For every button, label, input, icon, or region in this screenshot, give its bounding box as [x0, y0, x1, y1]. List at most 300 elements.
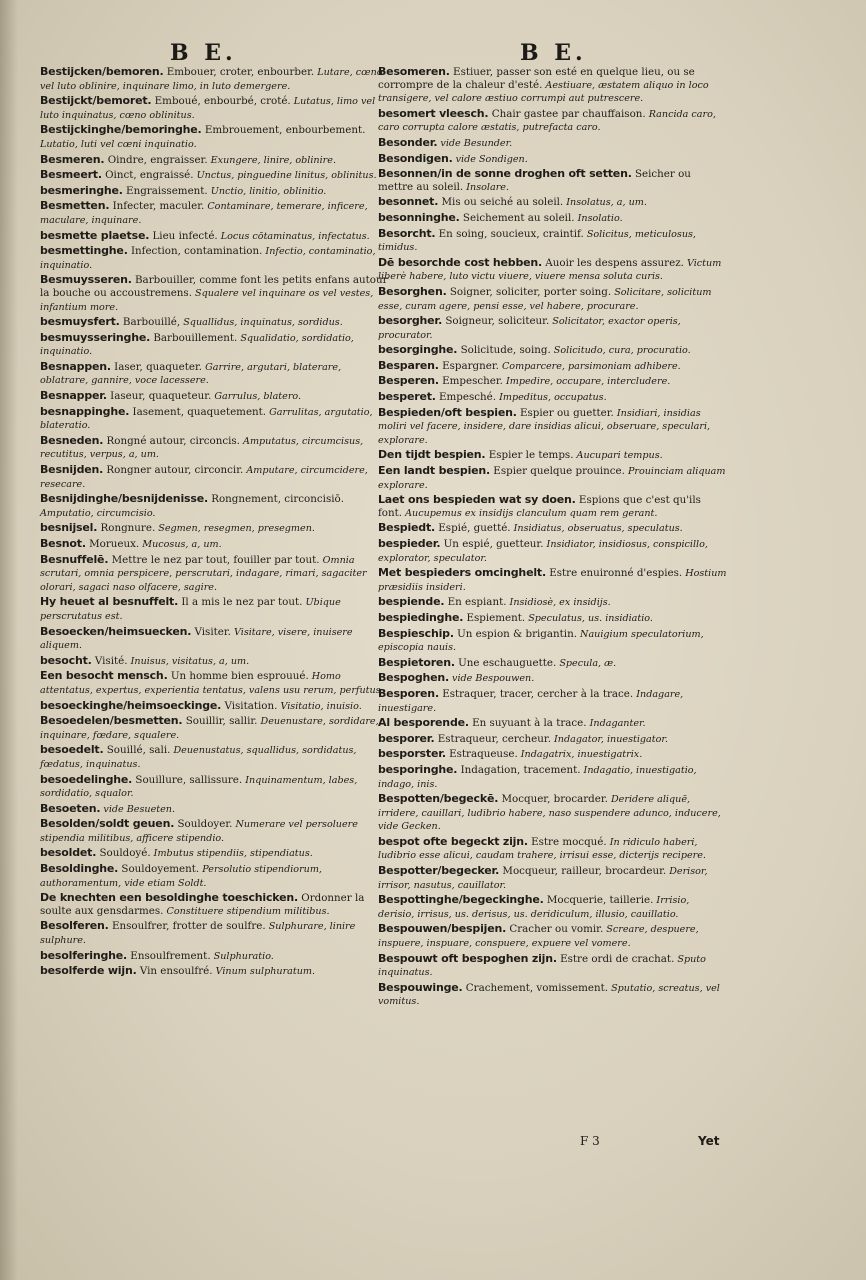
headword: Besondigen.	[378, 151, 453, 165]
latin-gloss: Sulphurare, linire sulphure.	[40, 921, 356, 947]
headword: besperet.	[378, 390, 436, 404]
french-gloss: Oinct, engraissé.	[101, 169, 194, 182]
dictionary-entry	[378, 538, 728, 565]
latin-gloss: Indagator, inuestigator.	[550, 733, 668, 745]
headword: besoeckinghe/heimsoeckinge.	[40, 698, 222, 712]
french-gloss: Soigneur, soliciteur.	[442, 315, 550, 328]
headword: Besoecken/heimsuecken.	[40, 624, 192, 638]
dictionary-entry	[378, 391, 728, 405]
headword: Besonnen/in de sonne droghen oft setten.	[378, 167, 632, 181]
french-gloss: Indagation, tracement.	[457, 763, 581, 776]
french-gloss: Une eschauguette.	[454, 656, 557, 669]
latin-gloss: Victum liberè habere, luto victu viuere, viuere mensa soluta curis.	[378, 257, 722, 283]
headword: Bestijckinghe/bemoringhe.	[40, 123, 202, 137]
headword: besorginghe.	[378, 343, 458, 357]
latin-gloss: Vinum sulphuratum.	[212, 966, 316, 978]
latin-gloss: Mucosus, a, um.	[139, 539, 222, 550]
dictionary-entry	[378, 196, 728, 210]
french-gloss: Ensoulfrer, frotter de soulfre.	[108, 920, 266, 933]
headword: bespot ofte begeckt zijn.	[378, 834, 528, 848]
dictionary-entry	[378, 344, 728, 358]
french-gloss: Souldoyé.	[96, 847, 151, 860]
dictionary-entry	[378, 360, 728, 374]
dictionary-entry	[40, 464, 390, 491]
latin-gloss: Locus cōtaminatus, infectatus.	[217, 230, 370, 242]
french-gloss: Rongnure.	[97, 522, 156, 535]
latin-gloss: Nauigium speculatorium, episcopia nauis.	[378, 628, 704, 654]
headword: Den tijdt bespien.	[378, 448, 486, 462]
headword: besmuysseringhe.	[40, 330, 151, 344]
headword: Besoeten.	[40, 801, 101, 815]
headword: Besmeren.	[40, 152, 105, 166]
dictionary-entry	[378, 315, 728, 342]
dictionary-entry	[40, 744, 390, 771]
french-gloss: Visitation.	[221, 699, 278, 712]
headword: Besneden.	[40, 433, 104, 447]
dictionary-entry	[40, 554, 390, 595]
latin-gloss: Garrulitas, argutatio, blateratio.	[40, 406, 373, 432]
french-gloss: Estre mocqué.	[527, 835, 607, 848]
french-gloss: Souillure, sallissure.	[132, 773, 243, 786]
headword: Een besocht mensch.	[40, 669, 168, 683]
dictionary-entry	[378, 228, 728, 255]
dictionary-entry	[378, 717, 728, 731]
french-gloss: Visiter.	[191, 625, 231, 638]
latin-gloss: Sputatio, screatus, vel vomitus.	[378, 982, 720, 1008]
headword: besporer.	[378, 731, 435, 745]
headword: Bespieden/oft bespien.	[378, 405, 517, 419]
headword: Bespotten/begeckē.	[378, 792, 499, 806]
dictionary-entry	[378, 748, 728, 762]
right-column	[378, 66, 728, 1011]
dictionary-entry	[40, 185, 390, 199]
binding-shadow	[0, 0, 18, 1280]
dictionary-entry	[40, 920, 390, 947]
french-gloss: Rongné autour, circoncis.	[103, 434, 240, 447]
headword: Bespieschip.	[378, 626, 454, 640]
french-gloss: Estraquer, tracer, cercher à la trace.	[438, 687, 634, 700]
headword: Besoedelen/besmetten.	[40, 714, 183, 728]
dictionary-entry	[378, 672, 728, 686]
french-gloss: Souillir, sallir.	[182, 715, 258, 728]
french-gloss: Estiuer, passer son esté en quelque lieu, ou se corrompre de la chaleur d'esté.	[378, 66, 695, 91]
french-gloss: Iaseur, quaqueteur.	[106, 390, 212, 403]
catchword: Yet	[698, 1134, 720, 1148]
dictionary-entry	[40, 245, 390, 272]
latin-gloss: vide Sondigen.	[452, 153, 528, 165]
french-gloss: Crachement, vomissement.	[462, 981, 609, 994]
latin-gloss: Indagare, inuestigare.	[378, 688, 684, 714]
dictionary-entry	[40, 390, 390, 404]
latin-gloss: Squalidatio, sordidatio, inquinatio.	[40, 332, 354, 358]
dictionary-entry	[40, 818, 390, 845]
headword: Besorcht.	[378, 226, 436, 240]
french-gloss: Mocquerie, taillerie.	[543, 894, 654, 907]
latin-gloss: Lutatio, luti vel cœni inquinatio.	[40, 138, 197, 150]
dictionary-entry	[378, 982, 728, 1009]
french-gloss: Espié, guetté.	[435, 522, 511, 535]
dictionary-entry	[40, 169, 390, 183]
latin-gloss: Lutare, cœno vel luto oblinire, inquinare limo, in luto demergere.	[40, 67, 383, 92]
headword: Besoldinghe.	[40, 862, 119, 876]
dictionary-entry	[40, 406, 390, 433]
french-gloss: Lieu infecté.	[149, 229, 218, 242]
french-gloss: Espions que c'est qu'ils font.	[378, 494, 701, 519]
headword: besolferde wijn.	[40, 964, 137, 978]
latin-gloss: Insidiatus, obseruatus, speculatus.	[510, 523, 683, 535]
french-gloss: Mis ou seiché au soleil.	[438, 196, 564, 209]
french-gloss: Iasement, quaquetement.	[129, 405, 267, 418]
french-gloss: Estre ordi de crachat.	[556, 952, 675, 965]
headword: bespiende.	[378, 595, 445, 609]
latin-gloss: Solicitudo, cura, procuratio.	[550, 345, 691, 357]
headword: Bespiedt.	[378, 521, 436, 535]
dictionary-entry	[378, 286, 728, 313]
headword: besporinghe.	[378, 762, 458, 776]
headword: Een landt bespien.	[378, 464, 491, 478]
latin-gloss: Imbutus stipendiis, stipendiatus.	[150, 848, 313, 860]
french-gloss: En soing, soucieux, craintif.	[435, 227, 584, 240]
headword: Besmuysseren.	[40, 273, 132, 287]
headword: Besmetten.	[40, 199, 110, 213]
headword: Dē besorchde cost hebben.	[378, 255, 543, 269]
dictionary-entry	[40, 655, 390, 669]
dictionary-entry	[378, 212, 728, 226]
latin-gloss: Amputare, circumcidere, resecare.	[40, 465, 368, 490]
headword: besmeringhe.	[40, 183, 123, 197]
headword: besomert vleesch.	[378, 106, 489, 120]
french-gloss: Empescher.	[438, 375, 503, 388]
latin-gloss: Derisor, irrisor, nasutus, cauillator.	[378, 866, 708, 891]
dictionary-entry	[40, 66, 390, 93]
latin-gloss: Aucupari tempus.	[573, 450, 663, 462]
latin-gloss: Constituere stipendium militibus.	[163, 905, 330, 917]
latin-gloss: Amputatus, circumcisus, recutitus, verpus, a, um.	[40, 435, 364, 461]
french-gloss: Seichement au soleil.	[459, 211, 575, 224]
dictionary-entry	[378, 764, 728, 791]
french-gloss: Barbouillement.	[150, 331, 238, 344]
dictionary-entry	[378, 108, 728, 135]
dictionary-entry	[378, 628, 728, 655]
french-gloss: Espier le temps.	[485, 449, 574, 462]
latin-gloss: Unctio, linitio, oblinitio.	[207, 185, 327, 197]
signature-mark: F 3	[580, 1134, 600, 1148]
headword: Bespouwinge.	[378, 980, 463, 994]
french-gloss: Oindre, engraisser.	[104, 153, 208, 166]
dictionary-entry	[378, 494, 728, 520]
dictionary-entry	[40, 435, 390, 462]
headword: besnappinghe.	[40, 404, 130, 418]
dictionary-entry	[40, 626, 390, 653]
dictionary-entry	[40, 124, 390, 151]
french-gloss: Infection, contamination.	[127, 245, 263, 258]
headword: Besporen.	[378, 686, 439, 700]
dictionary-entry	[378, 522, 728, 536]
latin-gloss: Exungere, linire, oblinire.	[207, 154, 336, 166]
french-gloss: Mocquer, brocarder.	[498, 793, 608, 806]
headword: Bestijckt/bemoret.	[40, 94, 152, 108]
latin-gloss: Squallidus, inquinatus, sordidus.	[180, 317, 343, 329]
french-gloss: Espiement.	[463, 611, 526, 624]
headword: besmette plaetse.	[40, 228, 150, 242]
dictionary-entry	[40, 361, 390, 388]
dictionary-entry	[378, 66, 728, 106]
french-gloss: Embouer, croter, enbourber.	[163, 66, 315, 78]
headword: Besnapper.	[40, 389, 107, 403]
latin-gloss: Inuisus, visitatus, a, um.	[127, 655, 250, 667]
latin-gloss: Solicitus, meticulosus, timidus.	[378, 228, 696, 254]
running-head-left: B E.	[170, 40, 237, 66]
latin-gloss: Inquinamentum, labes, sordidatio, squalor.	[40, 774, 358, 800]
french-gloss: Estre enuironné d'espies.	[545, 567, 683, 580]
dictionary-entry	[378, 894, 728, 921]
headword: Besperen.	[378, 374, 439, 388]
french-gloss: Ensoulfrement.	[127, 949, 211, 962]
latin-gloss: Deridere aliquē, irridere, cauillari, ludibrio habere, naso suspendere adunco, inducere, vide Gecken.	[378, 794, 721, 833]
dictionary-entry	[378, 257, 728, 284]
dictionary-entry	[40, 538, 390, 552]
french-gloss: Chair gastee par chauffaison.	[488, 107, 646, 120]
latin-gloss: vide Besunder.	[437, 137, 513, 149]
headword: Bespouwen/bespijen.	[378, 922, 507, 936]
latin-gloss: Solicitator, exactor operis, procurator.	[378, 316, 681, 341]
latin-gloss: Impeditus, occupatus.	[496, 392, 607, 404]
latin-gloss: Unctus, pinguedine linitus, oblinitus.	[193, 170, 377, 182]
latin-gloss: In ridiculo haberi, ludibrio esse alicui, caudam trahere, irrisui esse, dicterijs recipere.	[378, 836, 706, 862]
dictionary-entry	[40, 596, 390, 623]
headword: Bespoghen.	[378, 671, 449, 685]
french-gloss: Souldoyement.	[118, 863, 200, 876]
french-gloss: Un espion & brigantin.	[453, 627, 577, 640]
dictionary-entry	[40, 522, 390, 536]
latin-gloss: Homo attentatus, expertus, experientia tentatus, valens usu rerum, perfutus.	[40, 671, 384, 696]
latin-gloss: Aestiuare, æstatem aliquo in loco transigere, vel calore æstiuo corrumpi aut putrescere.	[378, 79, 709, 105]
headword: besoedelt.	[40, 743, 104, 757]
french-gloss: Embrouement, enbourbement.	[201, 124, 366, 137]
latin-gloss: Lutatus, limo vel luto inquinatus, cœno oblinitus.	[40, 96, 376, 121]
french-gloss: Il a mis le nez par tout.	[178, 596, 303, 609]
latin-gloss: Insidiari, insidias moliri vel facere, insidere, dare insidias alicui, obseruare, speculari, explorare.	[378, 407, 711, 446]
dictionary-entry	[40, 847, 390, 861]
running-head-right: B E.	[520, 40, 587, 66]
latin-gloss: Visitatio, inuisio.	[277, 700, 362, 712]
latin-gloss: Infectio, contaminatio, inquinatio.	[40, 246, 376, 271]
latin-gloss: Ubique perscrutatus est.	[40, 597, 341, 622]
french-gloss: Rongner autour, circoncir.	[103, 464, 244, 477]
dictionary-entry	[40, 316, 390, 330]
dictionary-entry	[378, 865, 728, 892]
headword: De knechten een besoldinghe toeschicken.	[40, 891, 298, 905]
latin-gloss: Hostium præsidiis insideri.	[378, 568, 727, 593]
latin-gloss: Sulphuratio.	[210, 950, 274, 962]
latin-gloss: Comparcere, parsimoniam adhibere.	[498, 360, 681, 372]
dictionary-entry	[40, 774, 390, 801]
latin-gloss: Deuenustatus, squallidus, sordidatus, fœdatus, inquinatus.	[40, 745, 357, 770]
dictionary-entry	[378, 465, 728, 492]
latin-gloss: Specula, æ.	[556, 657, 617, 669]
headword: Bespietoren.	[378, 655, 455, 669]
french-gloss: En suyuant à la trace.	[468, 717, 587, 730]
latin-gloss: Insidiosè, ex insidijs.	[506, 597, 611, 609]
headword: besorgher.	[378, 314, 443, 328]
latin-gloss: Garrulus, blatero.	[211, 391, 302, 403]
french-gloss: Un espié, guetteur.	[440, 538, 544, 550]
headword: Besnijden.	[40, 463, 104, 477]
latin-gloss: Indagatio, inuestigatio, indago, inis.	[378, 764, 697, 790]
headword: Besonder.	[378, 135, 438, 149]
headword: besporster.	[378, 747, 446, 761]
dictionary-entry	[40, 715, 390, 742]
headword: Bespotter/begecker.	[378, 864, 500, 878]
headword: Besolferen.	[40, 919, 109, 933]
latin-gloss: Insolare.	[463, 181, 510, 193]
headword: Besorghen.	[378, 284, 447, 298]
dictionary-entry	[40, 154, 390, 168]
headword: Besmeert.	[40, 168, 102, 182]
french-gloss: Ordonner la soulte aux gensdarmes.	[40, 892, 365, 917]
dictionary-entry	[378, 923, 728, 950]
dictionary-entry	[40, 892, 390, 918]
left-column	[40, 66, 390, 981]
french-gloss: Espargner.	[438, 359, 499, 372]
dictionary-entry	[40, 274, 390, 314]
dictionary-entry	[40, 965, 390, 979]
latin-gloss: Speculatus, us. insidiatio.	[525, 612, 653, 624]
latin-gloss: Solicitare, solicitum esse, curam agere, pensi esse, vel habere, procurare.	[378, 286, 712, 312]
latin-gloss: Impedire, occupare, intercludere.	[502, 376, 671, 388]
dictionary-entry	[378, 953, 728, 980]
latin-gloss: Squalere vel inquinare os vel vestes, infantium more.	[40, 287, 374, 313]
headword: besolferinghe.	[40, 948, 128, 962]
headword: Besnappen.	[40, 359, 111, 373]
latin-gloss: Screare, despuere, inspuere, inspuare, conspuere, expuere vel vomere.	[378, 924, 699, 950]
french-gloss: Infecter, maculer.	[109, 200, 205, 213]
dictionary-entry	[40, 230, 390, 244]
dictionary-entry	[378, 688, 728, 715]
dictionary-entry	[378, 612, 728, 626]
french-gloss: Emboué, enbourbé, croté.	[151, 95, 291, 108]
dictionary-entry	[40, 95, 390, 122]
latin-gloss: Aucupemus ex insidijs clanculum quam rem gerant.	[402, 507, 658, 519]
french-gloss: Estraqueur, cercheur.	[434, 732, 551, 745]
latin-gloss: Insolatus, a, um.	[563, 197, 647, 209]
french-gloss: Rongnement, circoncisiō.	[207, 493, 344, 506]
latin-gloss: Insolatio.	[574, 212, 623, 224]
headword: Laet ons bespieden wat sy doen.	[378, 493, 576, 507]
french-gloss: Souldoyer.	[174, 818, 233, 831]
french-gloss: En espiant.	[444, 596, 507, 609]
dictionary-entry	[378, 596, 728, 610]
latin-gloss: Omnia scrutari, omnia perspicere, perscrutari, indagare, rimari, sagaciter olorari, sagaci naso olfacere, sagire.	[40, 554, 367, 593]
dictionary-entry	[40, 700, 390, 714]
french-gloss: Iaser, quaqueter.	[110, 360, 203, 373]
dictionary-entry	[40, 670, 390, 697]
dictionary-entry	[378, 793, 728, 834]
headword: Besnot.	[40, 537, 86, 550]
french-gloss: Empesché.	[435, 391, 497, 404]
dictionary-entry	[378, 375, 728, 389]
french-gloss: Soigner, soliciter, porter soing.	[446, 285, 612, 298]
latin-gloss: vide Besueten.	[100, 803, 176, 815]
dictionary-entry	[378, 407, 728, 448]
headword: Besomeren.	[378, 65, 450, 78]
headword: Bestijcken/bemoren.	[40, 65, 164, 78]
headword: Besolden/soldt geuen.	[40, 817, 175, 831]
latin-gloss: Irrisio, derisio, irrisus, us. derisus, us. deridiculum, illusio, cauillatio.	[378, 895, 690, 920]
dictionary-entry	[378, 733, 728, 747]
dictionary-entry	[40, 332, 390, 359]
french-gloss: Estraqueuse.	[445, 748, 518, 761]
french-gloss: Cracher ou vomir.	[506, 923, 604, 936]
headword: Met bespieders omcinghelt.	[378, 566, 546, 580]
dictionary-entry	[378, 567, 728, 594]
latin-gloss: Insidiator, insidiosus, conspicillo, explorator, speculator.	[378, 539, 708, 564]
french-gloss: Solicitude, soing.	[457, 344, 551, 357]
french-gloss: Un homme bien esprouué.	[167, 670, 309, 683]
french-gloss: Barbouillé,	[119, 316, 181, 329]
french-gloss: Engraissement.	[122, 184, 208, 197]
latin-gloss: Numerare vel persoluere stipendia militibus, afficere stipendio.	[40, 819, 358, 844]
headword: besocht.	[40, 653, 92, 667]
french-gloss: Vin ensoulfré.	[136, 965, 213, 978]
headword: bespiedinghe.	[378, 610, 464, 624]
headword: besoedelinghe.	[40, 772, 133, 786]
latin-gloss: Persolutio stipendiorum, authoramentum, vide etiam Soldt.	[40, 864, 322, 889]
headword: besmuysfert.	[40, 315, 120, 329]
headword: besoldet.	[40, 846, 97, 860]
headword: besonninghe.	[378, 210, 460, 224]
latin-gloss: Prouinciam aliquam explorare.	[378, 466, 726, 491]
latin-gloss: vide Bespouwen.	[449, 673, 535, 685]
french-gloss: Mettre le nez par tout, fouiller par tout.	[108, 553, 320, 566]
french-gloss: Espier quelque prouince.	[490, 465, 625, 478]
french-gloss: Souillé, sali.	[103, 744, 171, 757]
headword: Besparen.	[378, 358, 439, 372]
latin-gloss: Deuenustare, sordidare, inquinare, fœdare, squalere.	[40, 716, 379, 741]
latin-gloss: Amputatio, circumcisio.	[40, 507, 156, 519]
headword: besonnet.	[378, 195, 439, 209]
french-gloss: Mocqueur, railleur, brocardeur.	[499, 865, 667, 878]
latin-gloss: Rancida caro, caro corrupta calore æstatis, putrefacta caro.	[378, 108, 716, 134]
french-gloss: Auoir les despens assurez.	[542, 256, 684, 269]
dictionary-entry	[378, 836, 728, 863]
dictionary-entry	[378, 449, 728, 463]
headword: bespieder.	[378, 537, 441, 550]
dictionary-entry	[378, 153, 728, 167]
latin-gloss: Contaminare, temerare, inficere, maculare, inquinare.	[40, 201, 368, 226]
french-gloss: Seicher ou mettre au soleil.	[378, 168, 691, 193]
headword: Besnuffelē.	[40, 552, 109, 566]
latin-gloss: Indaganter.	[586, 718, 646, 730]
french-gloss: Barbouiller, comme font les petits enfans autour la bouche ou accoustremens.	[40, 274, 388, 299]
dictionary-entry	[378, 168, 728, 194]
dictionary-entry	[378, 657, 728, 671]
dictionary-entry	[40, 950, 390, 964]
dictionary-entry	[40, 803, 390, 817]
latin-gloss: Indagatrix, inuestigatrix.	[517, 749, 643, 761]
latin-gloss: Sputo inquinatus.	[378, 953, 706, 979]
headword: besmettinghe.	[40, 244, 128, 258]
headword: Bespouwt oft bespoghen zijn.	[378, 951, 557, 965]
headword: Hy heuet al besnuffelt.	[40, 595, 179, 609]
dictionary-entry	[40, 863, 390, 890]
headword: Besnijdinghe/besnijdenisse.	[40, 492, 208, 506]
dictionary-entry	[378, 137, 728, 151]
french-gloss: Espier ou guetter.	[516, 406, 614, 419]
headword: besnijsel.	[40, 521, 98, 535]
latin-gloss: Garrire, argutari, blaterare, oblatrare, gannire, voce lacessere.	[40, 361, 342, 387]
latin-gloss: Visitare, visere, inuisere aliquem.	[40, 626, 353, 652]
